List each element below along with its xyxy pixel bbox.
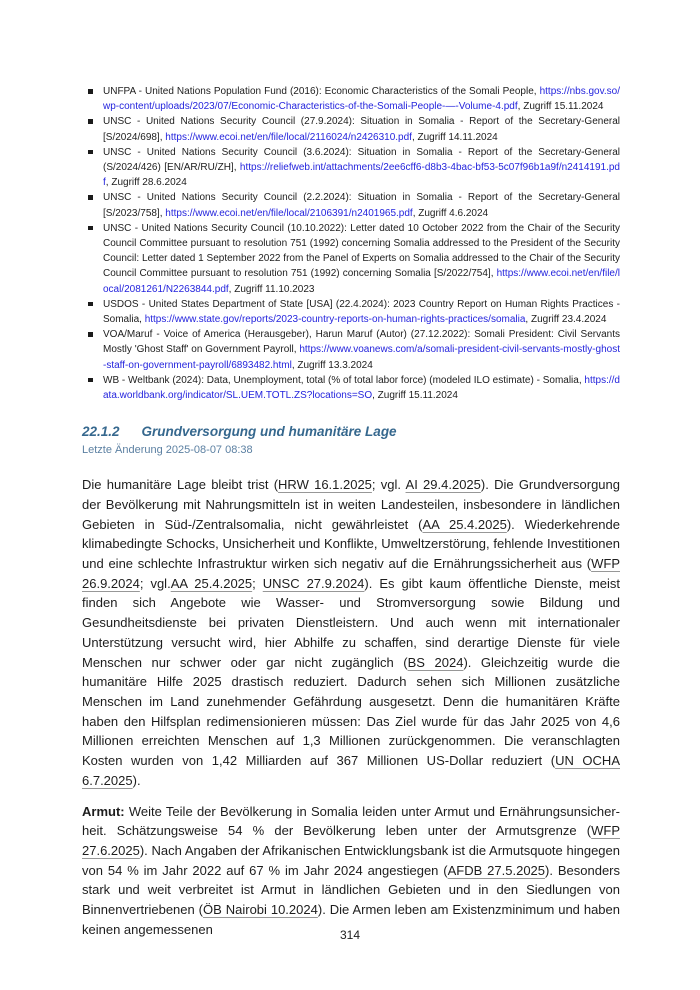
text-run: VOA/Maruf - Voice of America (Herausgeber), Harun Maruf (Autor) (27.12.2022): Somali President: Civil Servants Mostly 'Ghost Staff' on Government Payroll, [103,329,620,356]
bibliography-list [82,84,620,403]
section-title: Grundversorgung und humanitäre Lage [141,424,397,440]
text-run: Weite Teile der Bevölkerung in Somalia leiden unter Armut und Ernährungsunsicherheit. Schätzungsweise 54 % der Bevölkerung leben unter der Armutsgrenze ( [82,803,620,839]
source-reference-link[interactable]: ÖB Nairobi 10.2024 [203,902,318,918]
text-run: ; vgl. [371,477,406,493]
text-run: WB - Weltbank (2024): Data, Unemployment, total (% of total labor force) (modeled ILO estimate) - Somalia, [103,374,585,386]
bibliography-entry [82,327,620,373]
text-run: UNSC - United Nations Security Council (3.6.2024): Situation in Somalia - Report of the Secretary-General (S/2024/426) [EN/AR/RU/ZH], [103,146,620,174]
source-reference-link[interactable]: HRW 16.1.2025 [278,477,372,493]
bibliography-entry [82,297,620,327]
text-run: ; [252,575,263,591]
section-number: 22.1.2 [82,424,120,440]
square-bullet-icon [88,89,93,94]
square-bullet-icon [88,195,93,200]
bibliography-entry [82,221,620,297]
section-heading [82,424,620,439]
source-reference-link[interactable]: BS 2024 [407,654,464,670]
text-run: , Zugriff 28.6.2024 [105,177,187,189]
text-run: ). Es gibt kaum öffentliche Dienste, meist finden sich Angebote wie Wasser- und Stromversorgung sowie Bildung und Gesundheitsdienste bei privaten Dienstleistern. Und auch wenn mit internationaler Unterstützung versucht wird, hier Abhilfe zu schaffen, sind derartige Dienste für viele Menschen nur schwer oder gar nicht zugänglich ( [82,575,620,670]
text-run: , Zugriff 15.11.2024 [372,390,458,402]
bibliography-entry [82,145,620,191]
square-bullet-icon [88,119,93,124]
body-paragraphs [82,475,620,939]
bibliography-entry [82,373,620,403]
text-run: ). Gleichzeitig wurde die humanitäre Hilfe 2025 drastisch reduziert. Dadurch sehen sich Millionen zusätzliche Menschen im Land zunehmender Gefährdung ausgesetzt. Denn die humanitären Kräfte haben den Hilfsplan redimensionieren müssen: Das Ziel wurde für das Jahr 2025 von 4,6 Millionen erreichten Menschen auf 1,3 Millionen zurückgenommen. Die veranschlagten Kosten wurden von 1,42 Milliarden auf 367 Millionen US-Dollar reduziert ( [82,654,621,769]
text-run: ). Besonders stark und weit verbreitet ist Armut in ländlichen Gebieten und in den Siedlungen von Binnenvertriebenen ( [82,862,621,918]
paragraph [82,802,620,940]
square-bullet-icon [88,226,93,231]
url-link[interactable]: https://nbs.gov.so/wp-content/uploads/2023/07/Economic-Characteristics-of-the-Somali-People-—-Volume-4.pdf [103,86,620,113]
text-run: , Zugriff 14.11.2024 [411,131,498,143]
paragraph [82,475,620,790]
text-run: , Zugriff 13.3.2024 [291,359,373,371]
square-bullet-icon [88,302,93,307]
url-link[interactable]: https://www.ecoi.net/en/file/local/2081261/N2263844.pdf [103,268,620,295]
text-run: , Zugriff 23.4.2024 [525,314,607,326]
text-run: ). Die Armen leben am Existenzminimum und haben keinen angemessenen [82,902,620,937]
text-run: UNSC - United Nations Security Council (10.10.2022): Letter dated 10 October 2022 from the Chair of the Security Council Committee pursuant to resolution 751 (1992) concerning Somalia addressed to the President of the Security Council: Letter dated 1 September 2022 from the Panel of Experts on Somalia addressed to the Chair of the Security Council Committee pursuant to resolution 751 (1992) concerning Somalia [S/2022/754], [103,222,620,280]
url-link[interactable]: https://www.ecoi.net/en/file/local/2106391/n2401965.pdf [165,207,413,219]
text-run: ). Nach Angaben der Afrikanischen Entwicklungsbank ist die Armutsquote hingegen von 54 % im Jahr 2022 auf 67 % im Jahr 2024 angestiegen ( [82,842,620,878]
text-run: ). Wiederkehrende klimabedingte Schocks, Unsicherheit und Konflikte, Umweltzerstörung, fehlende Investitionen und eine schlechte Infrastruktur wirken sich negativ auf die Ernährungssicherheit aus ( [82,516,620,572]
bibliography-entry [82,84,620,114]
text-run: UNSC - United Nations Security Council (2.2.2024): Situation in Somalia - Report of the Secretary-General [S/2023/758], [103,192,620,219]
source-reference-link[interactable]: AI 29.4.2025 [405,477,481,493]
text-run: ; vgl. [139,575,171,591]
url-link[interactable]: https://www.ecoi.net/en/file/local/2116024/n2426310.pdf [165,131,412,143]
source-reference-link[interactable]: UN OCHA 6.7.2025 [82,753,620,788]
text-run: ). [132,772,141,788]
source-reference-link[interactable]: AA 25.4.2025 [170,575,253,591]
square-bullet-icon [88,378,93,383]
source-reference-link[interactable]: AA 25.4.2025 [422,516,507,532]
square-bullet-icon [88,150,93,155]
url-link[interactable]: https://reliefweb.int/attachments/2ee6cff6-d8b3-4bac-bf53-5c07f96b1a9f/n2414191.pdf [103,162,620,189]
last-change-note: Letzte Änderung 2025-08-07 08:38 [82,444,253,457]
url-link[interactable]: https://www.state.gov/reports/2023-country-reports-on-human-rights-practices/somalia [144,314,526,326]
text-run: , Zugriff 4.6.2024 [412,207,489,219]
text-run: UNSC - United Nations Security Council (27.9.2024): Situation in Somalia - Report of the Secretary-General [S/2024/698], [103,116,620,143]
text-run: , Zugriff 11.10.2023 [228,283,315,295]
text-run: , Zugriff 15.11.2024 [517,101,604,113]
url-link[interactable]: https://data.worldbank.org/indicator/SL.UEM.TOTL.ZS?locations=SO [103,374,620,402]
source-reference-link[interactable]: WFP 26.9.2024 [82,556,620,591]
page-content [82,84,620,939]
text-run: UNFPA - United Nations Population Fund (2016): Economic Characteristics of the Somali People, [103,86,540,97]
text-run: ). Die Grundversorgung der Bevölkerung mit Nahrungsmitteln ist in weiten Landesteilen, insbesondere in ländlichen Gebieten in Süd-/Zentralsomalia, nicht gewährleistet ( [82,477,620,532]
source-reference-link[interactable]: WFP 27.6.2025 [82,823,620,858]
square-bullet-icon [88,332,93,337]
source-reference-link[interactable]: UNSC 27.9.2024 [262,575,365,591]
text-run: USDOS - United States Department of State [USA] (22.4.2024): 2023 Country Report on Human Rights Practices - Somalia, [103,298,620,326]
url-link[interactable]: https://www.voanews.com/a/somali-president-civil-servants-mostly-ghost-staff-on-government-payroll/6893482.html [103,344,620,371]
bibliography-entry [82,190,620,220]
source-reference-link[interactable]: AFDB 27.5.2025 [447,862,546,878]
text-run: Die humanitäre Lage bleibt trist ( [82,477,279,493]
bibliography-entry [82,114,620,144]
bold-label: Armut: [82,803,125,819]
page-number: 314 [339,928,361,942]
